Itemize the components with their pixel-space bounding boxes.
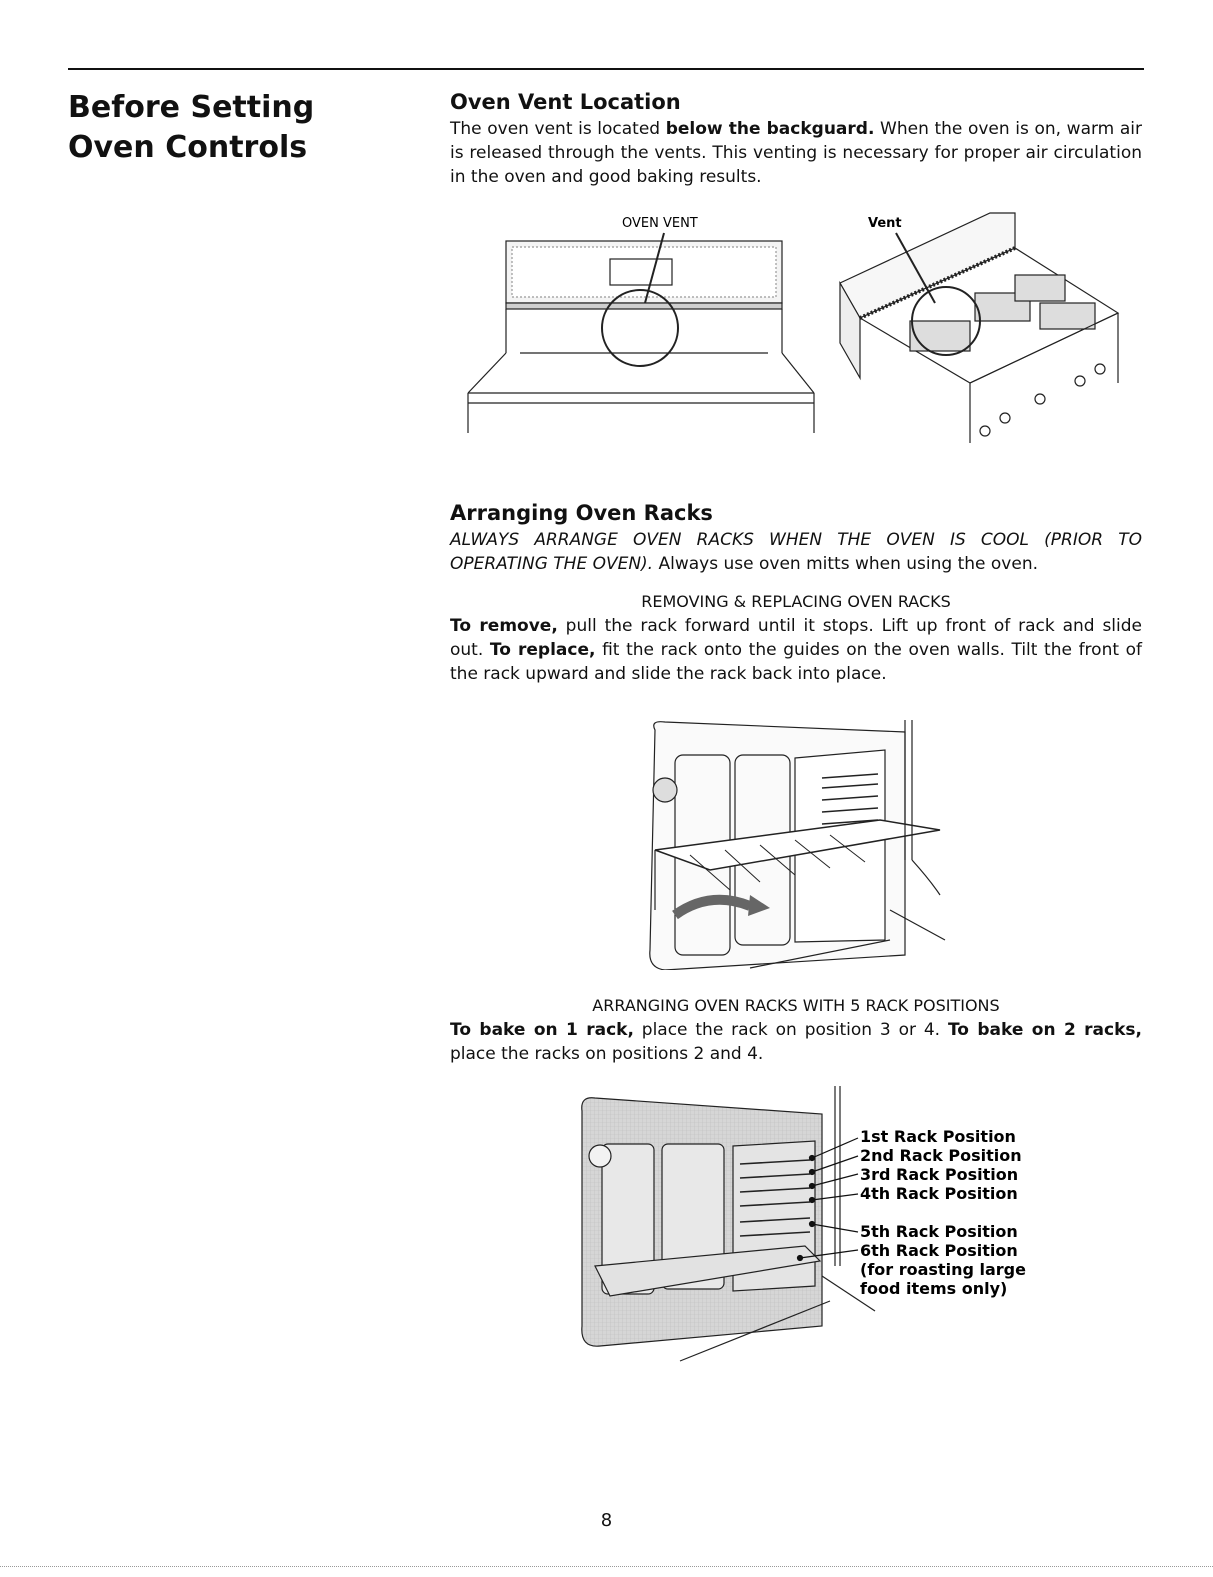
vent-illustrations [450, 203, 1142, 473]
two-racks-text: place the racks on positions 2 and 4. [450, 1044, 764, 1064]
vent-text-2: When the oven is on, warm air is released through the vents. This venting is necessary for proper air circulation in the oven and good baking results. [450, 119, 1142, 187]
bottom-border [0, 1566, 1213, 1567]
main-content [450, 88, 1142, 1371]
rack-position-1: 1st Rack Position [860, 1127, 1016, 1146]
section-title: Before Setting Oven Controls [68, 90, 315, 165]
page-number: 8 [600, 1510, 613, 1531]
rack-position-2: 2nd Rack Position [860, 1146, 1022, 1165]
racks-heading: Arranging Oven Racks [450, 501, 713, 525]
vent-text-1: The oven vent is located [450, 119, 666, 139]
racks-warning-rest: Always use oven mitts when using the oven. [653, 554, 1039, 574]
vent-paragraph [450, 117, 1142, 189]
rack-position-6-note-2: food items only) [860, 1279, 1008, 1298]
rack-position-5: 5th Rack Position [860, 1222, 1018, 1241]
rack-position-6: 6th Rack Position [860, 1241, 1018, 1260]
rack-positions-paragraph [450, 1018, 1142, 1066]
vent-label: Vent [868, 216, 902, 231]
remove-replace-paragraph [450, 614, 1142, 686]
one-rack-bold: To bake on 1 rack, [450, 1020, 634, 1040]
rack-position-4: 4th Rack Position [860, 1184, 1018, 1203]
vent-heading: Oven Vent Location [450, 90, 681, 114]
rack-positions-illustration [450, 1086, 1142, 1371]
rack-position-6-note-1: (for roasting large [860, 1260, 1026, 1279]
remove-bold: To remove, [450, 616, 558, 636]
remove-replace-heading: REMOVING & REPLACING OVEN RACKS [641, 592, 951, 611]
one-rack-text: place the rack on position 3 or 4. [633, 1020, 948, 1040]
rack-removal-illustration [450, 710, 1142, 970]
vent-text-bold: below the backguard. [665, 119, 875, 139]
rack-positions-heading: ARRANGING OVEN RACKS WITH 5 RACK POSITIONS [592, 996, 1000, 1015]
replace-text: fit the rack onto the guides on the oven walls. Tilt the front of the rack upward and slide the rack back into place. [450, 640, 1143, 684]
racks-warning-italic: ALWAYS ARRANGE OVEN RACKS WHEN THE OVEN IS COOL (PRIOR TO OPERATING THE OVEN). [450, 530, 1142, 574]
rack-position-3: 3rd Rack Position [860, 1165, 1019, 1184]
two-racks-bold: To bake on 2 racks, [947, 1020, 1142, 1040]
replace-bold: To replace, [489, 640, 596, 660]
range-front-view [468, 233, 814, 433]
range-perspective-view [840, 213, 1118, 443]
remove-text: pull the rack forward until it stops. Lift up front of rack and slide out. [450, 616, 1143, 660]
top-rule [68, 68, 1144, 70]
oven-vent-label: OVEN VENT [622, 216, 698, 231]
racks-warning [450, 528, 1142, 576]
